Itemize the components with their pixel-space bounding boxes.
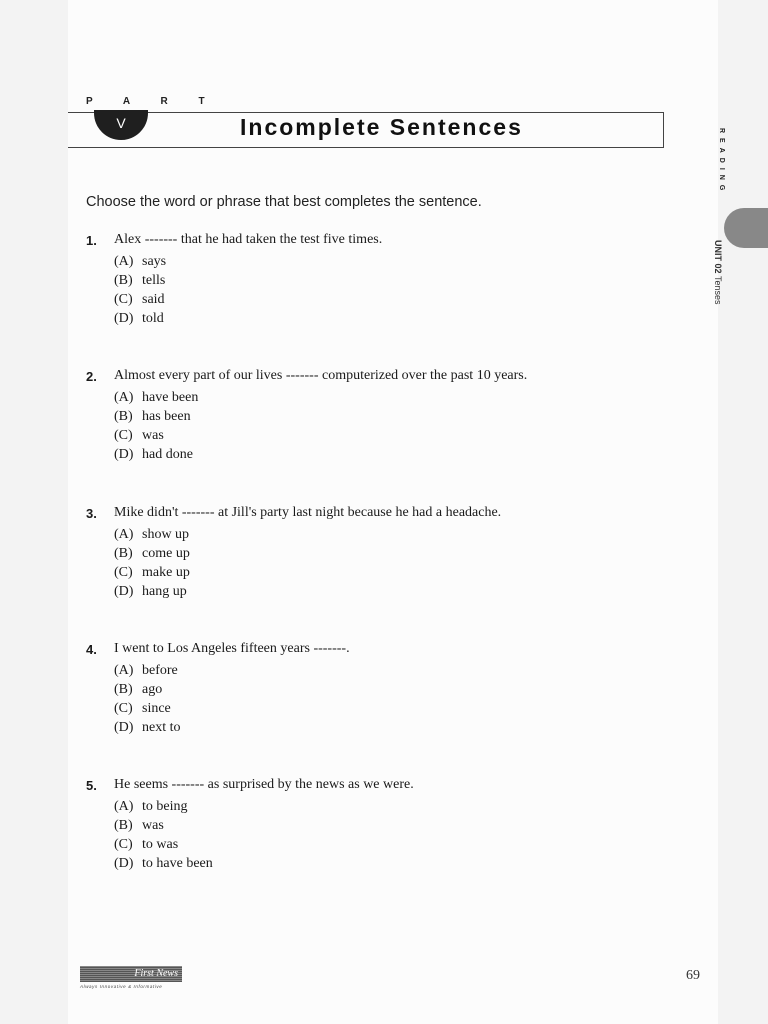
answer-option[interactable] [114, 527, 190, 546]
option-letter: (B) [114, 409, 133, 424]
option-letter: (D) [114, 447, 134, 462]
option-letter: (A) [114, 663, 134, 678]
unit-topic: Tenses [713, 276, 723, 305]
part-badge: V [94, 110, 148, 140]
answer-option[interactable] [114, 799, 213, 818]
option-letter: (A) [114, 799, 134, 814]
answer-option[interactable] [114, 701, 181, 720]
unit-label [709, 240, 723, 305]
question-text: Mike didn't ------- at Jill's party last night because he had a headache. [114, 505, 502, 520]
option-text: ago [142, 682, 163, 697]
option-letter: (D) [114, 311, 134, 326]
option-text: to was [142, 837, 179, 852]
answer-option[interactable] [114, 565, 190, 584]
option-text: come up [142, 546, 190, 561]
answer-option[interactable] [114, 409, 198, 428]
option-letter: (B) [114, 273, 133, 288]
option-letter: (D) [114, 720, 134, 735]
option-text: said [142, 292, 165, 307]
option-text: was [142, 818, 164, 833]
option-letter: (C) [114, 565, 133, 580]
question-text: Alex ------- that he had taken the test five times. [114, 232, 383, 247]
answer-options [114, 799, 213, 875]
answer-option[interactable] [114, 546, 190, 565]
option-text: to being [142, 799, 188, 814]
option-text: says [142, 254, 167, 269]
option-text: had done [142, 447, 193, 462]
question-number: 4. [86, 642, 97, 657]
question-number: 5. [86, 778, 97, 793]
answer-options [114, 390, 198, 466]
page-number: 69 [686, 968, 700, 983]
option-text: hang up [142, 584, 187, 599]
question-text: I went to Los Angeles fifteen years -------. [114, 641, 350, 656]
answer-option[interactable] [114, 311, 166, 330]
answer-option[interactable] [114, 292, 166, 311]
answer-option[interactable] [114, 837, 213, 856]
question-number: 3. [86, 506, 97, 521]
question-number: 1. [86, 233, 97, 248]
option-text: to have been [142, 856, 213, 871]
option-letter: (B) [114, 682, 133, 697]
option-text: told [142, 311, 164, 326]
option-letter: (C) [114, 292, 133, 307]
answer-options [114, 254, 166, 330]
answer-option[interactable] [114, 273, 166, 292]
answer-option[interactable] [114, 584, 190, 603]
publisher-tagline: Always Innovative & Informative [80, 984, 163, 989]
option-text: make up [142, 565, 190, 580]
option-text: has been [142, 409, 191, 424]
part-label: P A R T [86, 96, 219, 107]
option-text: have been [142, 390, 199, 405]
option-letter: (C) [114, 428, 133, 443]
answer-option[interactable] [114, 818, 213, 837]
answer-options [114, 663, 181, 739]
answer-option[interactable] [114, 428, 198, 447]
page-title: Incomplete Sentences [240, 114, 523, 140]
question-text: He seems ------- as surprised by the news as we were. [114, 777, 414, 792]
publisher-logo: First News [80, 966, 182, 982]
option-letter: (B) [114, 818, 133, 833]
instructions: Choose the word or phrase that best completes the sentence. [86, 194, 482, 210]
answer-option[interactable] [114, 254, 166, 273]
option-text: was [142, 428, 164, 443]
answer-option[interactable] [114, 720, 181, 739]
option-letter: (C) [114, 701, 133, 716]
question-text: Almost every part of our lives ------- computerized over the past 10 years. [114, 368, 528, 383]
answer-option[interactable] [114, 663, 181, 682]
option-letter: (C) [114, 837, 133, 852]
section-label: READING [718, 128, 725, 196]
option-letter: (A) [114, 527, 134, 542]
option-letter: (A) [114, 254, 134, 269]
option-text: since [142, 701, 171, 716]
question-number: 2. [86, 369, 97, 384]
option-letter: (B) [114, 546, 133, 561]
answer-option[interactable] [114, 390, 198, 409]
option-text: next to [142, 720, 181, 735]
option-text: before [142, 663, 178, 678]
option-letter: (A) [114, 390, 134, 405]
option-letter: (D) [114, 584, 134, 599]
answer-option[interactable] [114, 682, 181, 701]
option-text: show up [142, 527, 190, 542]
answer-option[interactable] [114, 447, 198, 466]
unit-number: UNIT 02 [713, 240, 723, 274]
option-letter: (D) [114, 856, 134, 871]
answer-options [114, 527, 190, 603]
answer-option[interactable] [114, 856, 213, 875]
section-tab [724, 208, 768, 248]
option-text: tells [142, 273, 166, 288]
